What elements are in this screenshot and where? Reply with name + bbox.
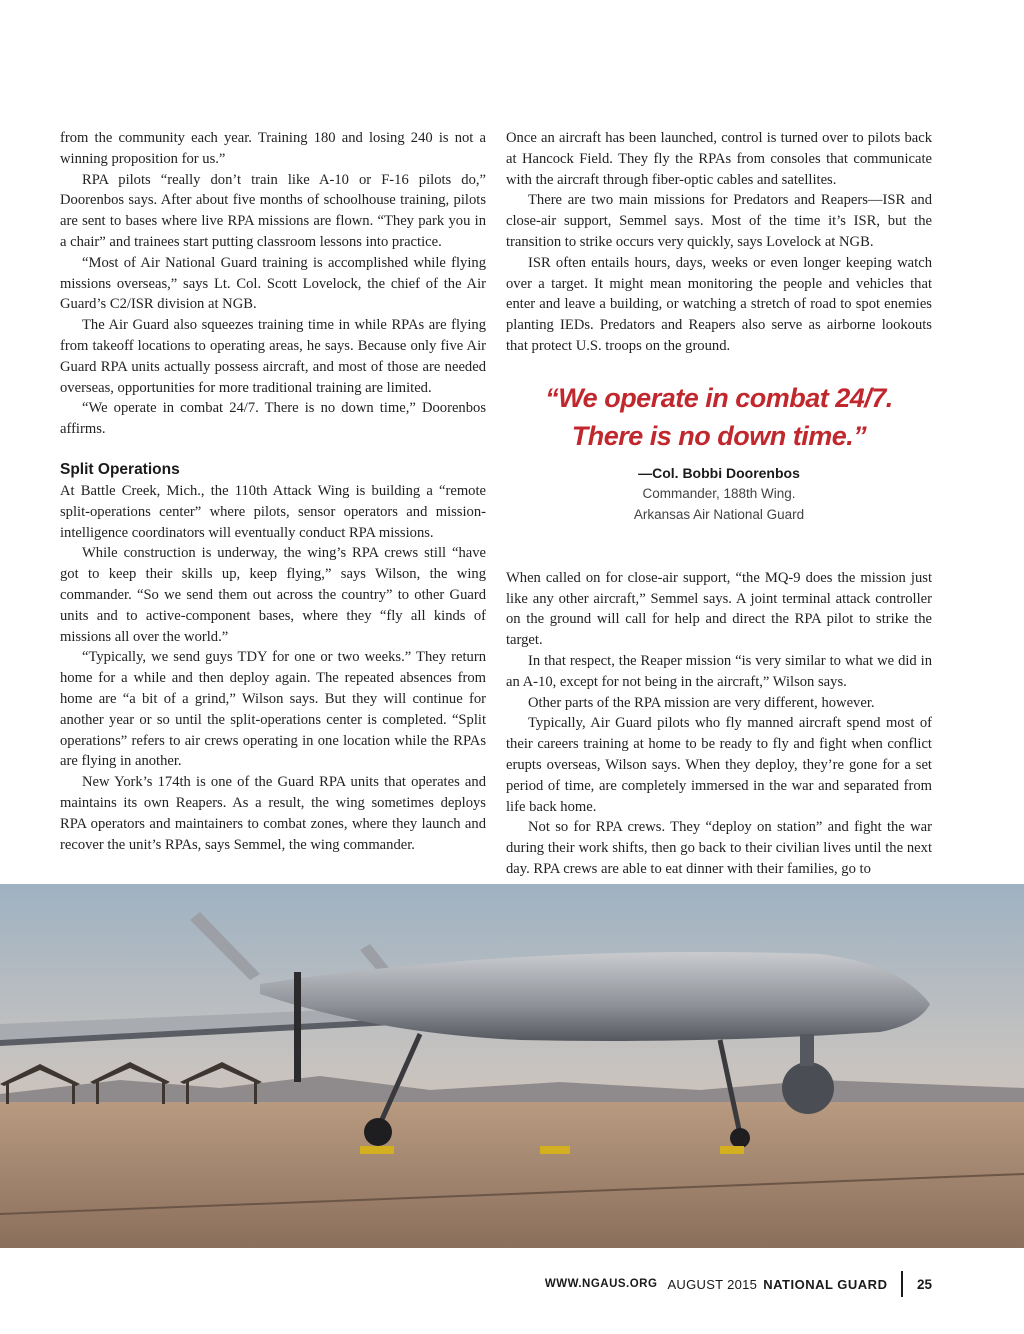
- body-paragraph: There are two main missions for Predators and Reapers—ISR and close-air support, Semmel says. Most of the time it’s ISR, but the transition to strike occurs very quickly, says Lovelock at NGB.: [506, 192, 932, 250]
- body-paragraph: RPA pilots “really don’t train like A-10 or F-16 pilots do,” Doorenbos says. After about five months of schoolhouse training, pilots are sent to bases where live RPA missions are flown. “They park you in a chair” and trainees start putting classroom lessons into practice.: [60, 171, 486, 250]
- reaper-drone-photo: [0, 884, 1024, 1248]
- footer-date: AUGUST 2015: [667, 1276, 758, 1292]
- footer-url: WWW.NGAUS.ORG: [544, 1278, 658, 1290]
- right-column: [506, 128, 932, 880]
- body-paragraph: In that respect, the Reaper mission “is very similar to what we did in an A-10, except for not being in the aircraft,” Wilson says.: [506, 652, 932, 690]
- body-paragraph: “Most of Air National Guard training is accomplished while flying missions overseas,” says Lt. Col. Scott Lovelock, the chief of the Air Guard’s C2/ISR division at NGB.: [60, 254, 486, 313]
- body-paragraph: When called on for close-air support, “the MQ-9 does the mission just like any other aircraft,” Semmel says. A joint terminal attack controller on the ground will call for help and direct the RPA pilot to strike the target.: [506, 569, 932, 649]
- body-paragraph: from the community each year. Training 180 and losing 240 is not a winning proposition for us.”: [60, 130, 486, 167]
- body-paragraph: “Typically, we send guys TDY for one or two weeks.” They return home for a while and then deploy again. The repeated absences from home are “a bit of a grind,” Wilson says. But they will continue for another year or so until the split-operations center is completed. “Split operations” refers to air crews operating in one location while the RPAs are flying in another.: [60, 649, 486, 770]
- body-paragraph: “We operate in combat 24/7. There is no down time,” Doorenbos affirms.: [60, 400, 486, 438]
- body-paragraph: Other parts of the RPA mission are very different, however.: [528, 694, 875, 711]
- body-paragraph: ISR often entails hours, days, weeks or even longer keeping watch over a target. It might mean monitoring the people and vehicles that enter and leave a building, or watching a stretch of road to spot enemies planting IEDs. Predators and Reapers also serve as airborne lookouts that protect U.S. troops on the ground.: [506, 254, 932, 354]
- pull-quote: [506, 379, 932, 525]
- pull-quote-line: There is no down time.”: [571, 420, 867, 451]
- page-number: 25: [916, 1276, 932, 1292]
- footer-divider: [901, 1271, 903, 1297]
- section-subhead: Split Operations: [60, 460, 180, 478]
- body-paragraph: Not so for RPA crews. They “deploy on station” and fight the war during their work shifts, then go back to their civilian lives until the next day. RPA crews are able to eat dinner with their families, go to: [506, 819, 932, 877]
- pull-quote-attribution: —Col. Bobbi Doorenbos: [638, 464, 800, 481]
- body-paragraph: Once an aircraft has been launched, control is turned over to pilots back at Hancock Field. They fly the RPAs from consoles that communicate with the aircraft through fiber-optic cables and satellites.: [506, 130, 932, 188]
- pull-quote-line: “We operate in combat 24/7.: [545, 382, 893, 413]
- page-footer: [545, 1270, 932, 1298]
- body-paragraph: The Air Guard also squeezes training time in while RPAs are flying from takeoff locations to operating areas, he says. Because only five Air Guard RPA units actually possess aircraft, and most of those are needed overseas, opportunities for more traditional training are limited.: [60, 317, 486, 396]
- pull-quote-role: Commander, 188th Wing.: [642, 485, 796, 501]
- pull-quote-role: Arkansas Air National Guard: [633, 506, 805, 522]
- body-paragraph: New York’s 174th is one of the Guard RPA units that operates and maintains its own Reapers. As a result, the wing sometimes deploys RPA operators and maintainers to combat zones, where they launch and recover the unit’s RPAs, says Semmel, the wing commander.: [60, 774, 486, 853]
- body-paragraph: Typically, Air Guard pilots who fly manned aircraft spend most of their careers training at home to be ready to fly and fight when conflict erupts overseas, Wilson says. When they deploy, they’re gone for a set period of time, are completely immersed in the war and separated from life back home.: [506, 715, 932, 815]
- body-paragraph: At Battle Creek, Mich., the 110th Attack Wing is building a “remote split-operations center” where pilots, sensor operators and mission-intelligence coordinators will eventually conduct RPA missions.: [60, 482, 486, 541]
- left-column: [60, 128, 486, 855]
- footer-magazine-name: NATIONAL GUARD: [763, 1276, 888, 1292]
- body-paragraph: While construction is underway, the wing’s RPA crews still “have got to keep their skills up, keep flying,” says Wilson, the wing commander. “So we send them out across the country” to other Guard units and to active-component bases, where they “fly all kinds of missions all over the world.”: [60, 545, 486, 645]
